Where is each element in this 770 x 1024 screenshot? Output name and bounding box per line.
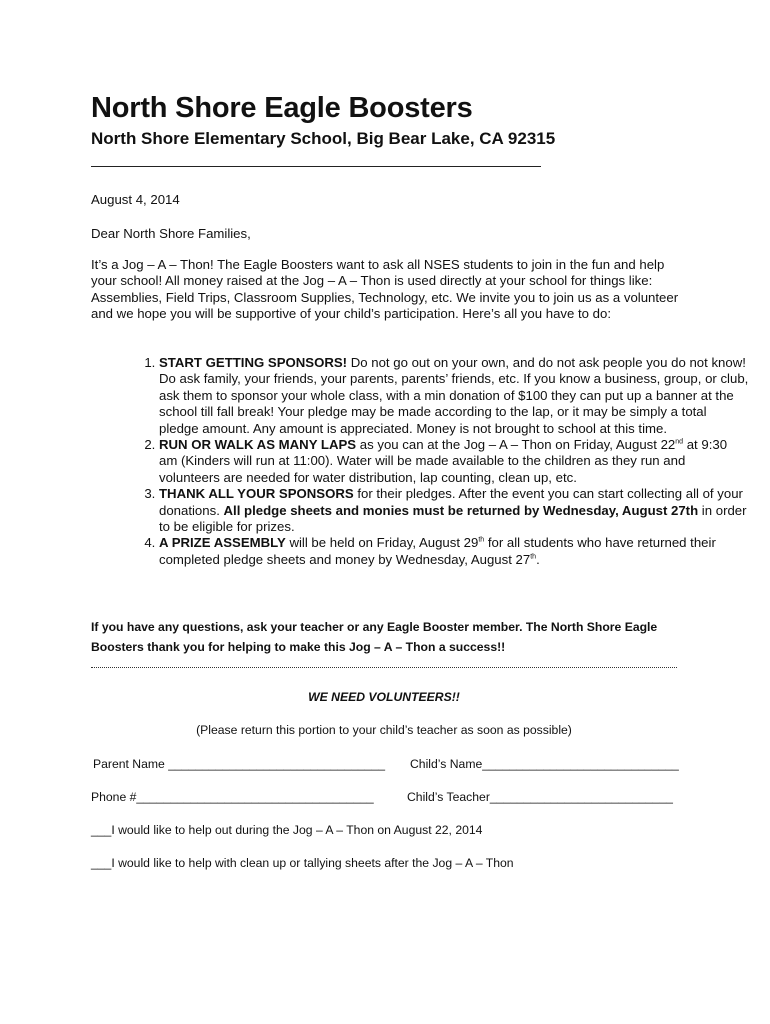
ordinal-suffix: th [478,537,485,545]
child-teacher-field[interactable]: Child’s Teacher___________________________ [407,790,673,804]
parent-name-field[interactable]: Parent Name ________________________________ [93,757,386,771]
step-item [159,486,749,535]
page-subtitle: North Shore Elementary School, Big Bear Lake, CA 92315 [91,129,556,148]
step-item [159,535,749,568]
tear-off-line [91,667,677,668]
step-text: at 9:30 am (Kinders will run at 11:00). Water will be made available to the children as they run and volunteers are needed for water distribution, lap counting, clean up, etc. [159,437,728,485]
deadline-text: All pledge sheets and monies must be returned by Wednesday, August 27th [223,502,699,518]
step-heading: THANK ALL YOUR SPONSORS [159,486,354,502]
step-item [159,355,749,437]
volunteer-note: (Please return this portion to your child’s teacher as soon as possible) [196,723,572,737]
step-text: in order to be eligible for prizes. [159,502,747,535]
steps-list [91,355,749,568]
volunteer-option-during[interactable]: ___I would like to help out during the Jog – A – Thon on August 22, 2014 [91,823,483,837]
phone-field[interactable]: Phone #___________________________________ [91,790,374,804]
letter-intro: It’s a Jog – A – Thon! The Eagle Boosters want to ask all NSES students to join in the fun and help your school! All money raised at the Jog – A – Thon is used directly at your school for things like: Assemblies, Field Trips, Classroom Supplies, Technology, etc. We invite you to join us as a volunteer and we hope you will be supportive of your child’s participation. Here’s all you have to do: [91,257,679,322]
step-text: . [536,551,540,567]
step-text: will be held on Friday, August 29 [285,535,479,551]
step-heading: A PRIZE ASSEMBLY [159,535,286,551]
step-heading: RUN OR WALK AS MANY LAPS [159,437,357,453]
step-text: for all students who have returned their completed pledge sheets and money by Wednesday, August 27 [159,535,716,567]
letter-date: August 4, 2014 [91,192,180,207]
volunteer-title: WE NEED VOLUNTEERS!! [308,690,460,704]
step-text: for their pledges. After the event you can start collecting all of your donations. [159,486,743,518]
ordinal-suffix: th [530,553,537,561]
header-divider [91,166,541,167]
page-title: North Shore Eagle Boosters [91,92,473,124]
volunteer-option-cleanup[interactable]: ___I would like to help with clean up or tallying sheets after the Jog – A – Thon [91,856,514,870]
closing-paragraph: If you have any questions, ask your teacher or any Eagle Booster member. The North Shore Eagle Boosters thank you for helping to make this Jog – A – Thon a success!! [91,620,658,654]
letter-greeting: Dear North Shore Families, [91,226,251,241]
step-text: Do not go out on your own, and do not ask people you do not know! Do ask family, your friends, your parents, parents’ friends, etc. If you know a business, group, or club, ask them to sponsor your whole class, with a min donation of $100 they can put up a banner at the school till fall break! Your pledge may be made according to the lap, or it may be simply a total pledge amount. Any amount is appreciated. Money is not brought to school at this time. [159,355,749,436]
child-name-field[interactable]: Child’s Name_____________________________ [410,757,679,771]
step-heading: START GETTING SPONSORS! [159,355,348,370]
ordinal-suffix: nd [675,438,684,446]
step-item [159,437,749,486]
step-text: as you can at the Jog – A – Thon on Friday, August 22 [356,437,676,453]
